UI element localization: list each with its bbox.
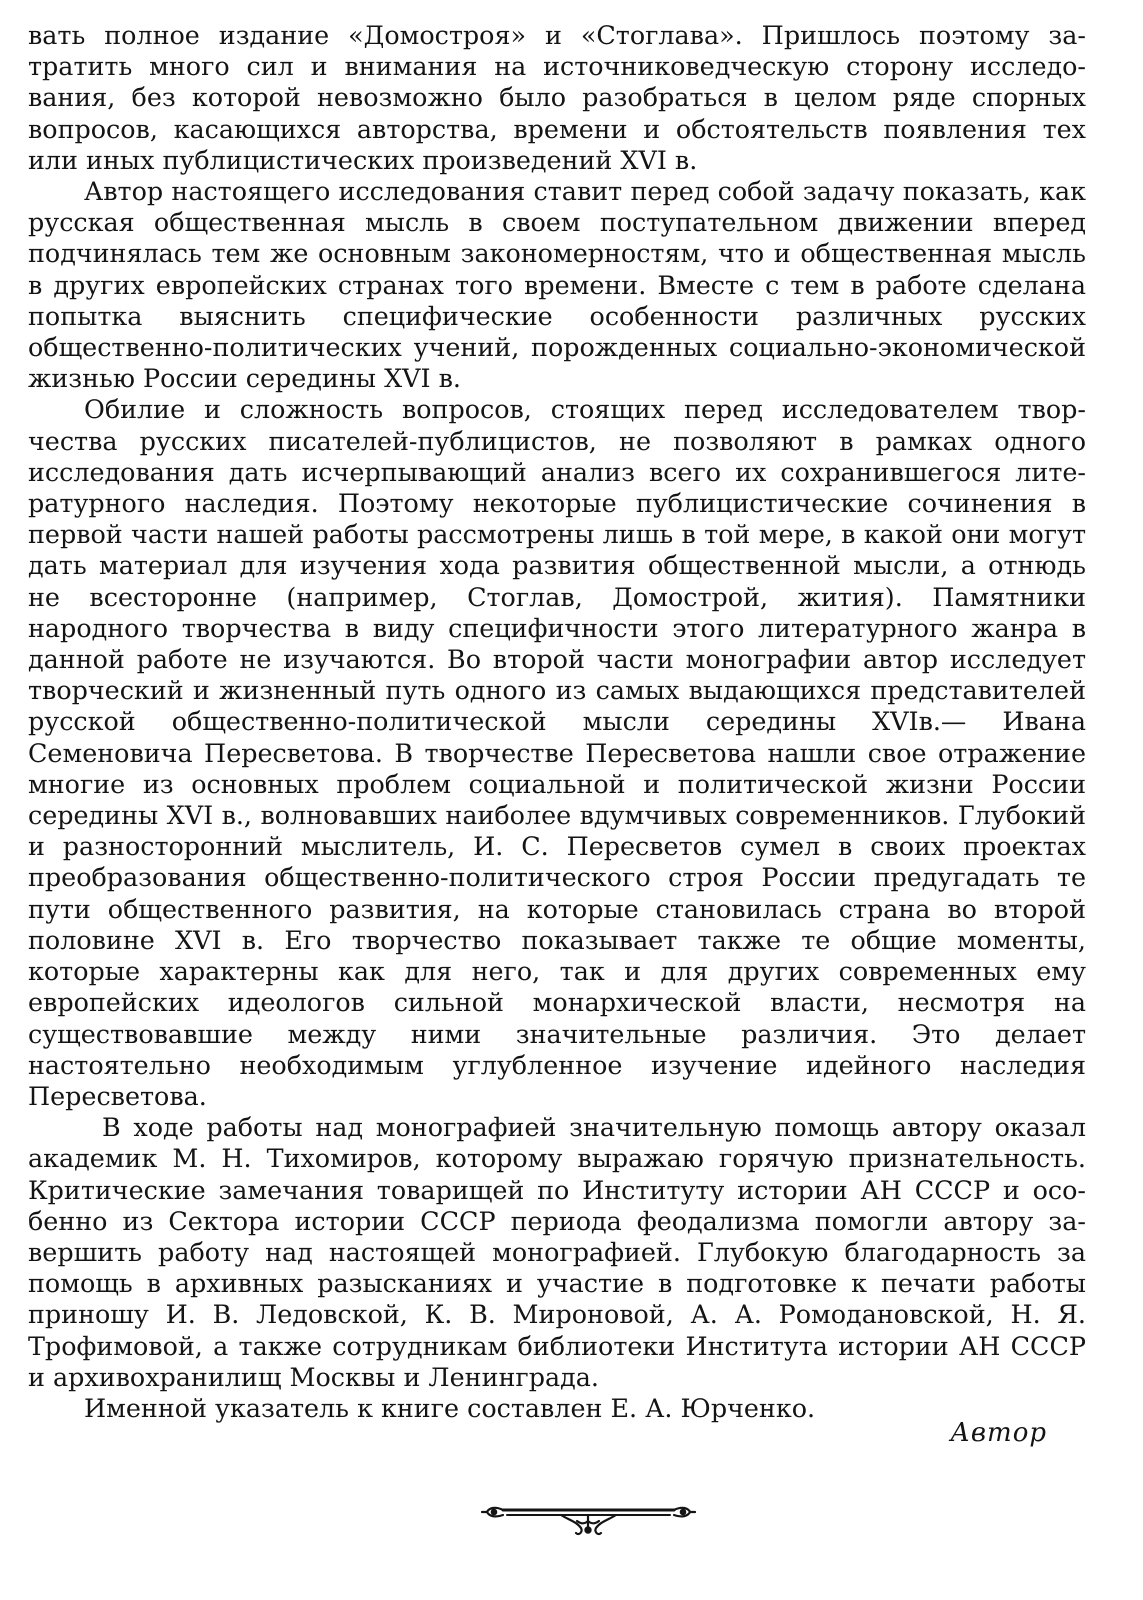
paragraph-continuation: вать полное издание «Домостроя» и «Стоглава». Пришлось поэтому затратить много сил и внимания на источниковедческую сторону исследования, без которой невозможно было разобраться в целом ряде спорных вопросов, касающихся авторства, времени и обстоятельств появления тех или иных публицистических произведений XVI в.	[28, 20, 1086, 175]
document-page	[28, 20, 1086, 1424]
paragraph-research-goal: Автор настоящего исследования ставит перед собой задачу показать, как русская общественная мысль в своем поступательном движении вперед подчинялась тем же основным закономерностям, что и общественная мысль в других европейских странах того времени. Вместе с тем в работе сделана попытка выяснить специфические особенности различных русских общественно-политических учений, порожденных социально-экономической жизнью России середины XVI в.	[28, 176, 1086, 394]
author-signature: Автор	[950, 1418, 1047, 1448]
decorative-flourish-icon	[481, 1496, 696, 1540]
paragraph-index-note: Именной указатель к книге составлен Е. А. Юрченко.	[84, 1392, 816, 1423]
paragraph-scope: Обилие и сложность вопросов, стоящих перед исследователем творчества русских писателей-публицистов, не позволяют в рамках одного исследования дать исчерпывающий анализ всего их сохранившегося литературного наследия. Поэтому некоторые публицистические сочинения в первой части нашей работы рассмотрены лишь в той мере, в какой они могут дать материал для изучения хода развития общественной мысли, а отнюдь не всесторонне (например, Стоглав, Домострой, жития). Памятники народного творчества в виду специфичности этого литературного жанра в данной работе не изучаются. Во второй части монографии автор исследует творческий и жизненный путь одного из самых выдающихся представителей русской общественно-политической мысли середины XVIв.— Ивана Семеновича Пересветова. В творчестве Пересветова нашли свое отражение многие из основных проблем социальной и политической жизни России середины XVI в., волновавших наиболее вдумчивых современников. Глубокий и разносторонний мыслитель, И. С. Пересветов сумел в своих проектах преобразования общественно-политического строя России предугадать те пути общественного развития, на которые становилась страна во второй половине XVI в. Его творчество показывает также те общие моменты, которые характерны как для него, так и для других современных ему европейских идеологов сильной монархической власти, несмотря на существовавшие между ними значительные различия. Это делает настоятельно необходимым углубленное изучение идейного наследия Пересветова.	[28, 394, 1086, 1111]
paragraph-acknowledgements: В ходе работы над монографией значительную помощь автору оказал академик М. Н. Тихомиров, которому выражаю горячую признательность. Критические замечания товарищей по Институту истории АН СССР и особенно из Сектора истории СССР периода феодализма помогли автору завершить работу над настоящей монографией. Глубокую благодарность за помощь в архивных разысканиях и участие в подготовке к печати работы приношу И. В. Ледовской, К. В. Мироновой, А. А. Ромодановской, Н. Я. Трофимовой, а также сотрудникам библиотеки Института истории АН СССР и архивохранилищ Москвы и Ленинграда.	[28, 1112, 1086, 1392]
